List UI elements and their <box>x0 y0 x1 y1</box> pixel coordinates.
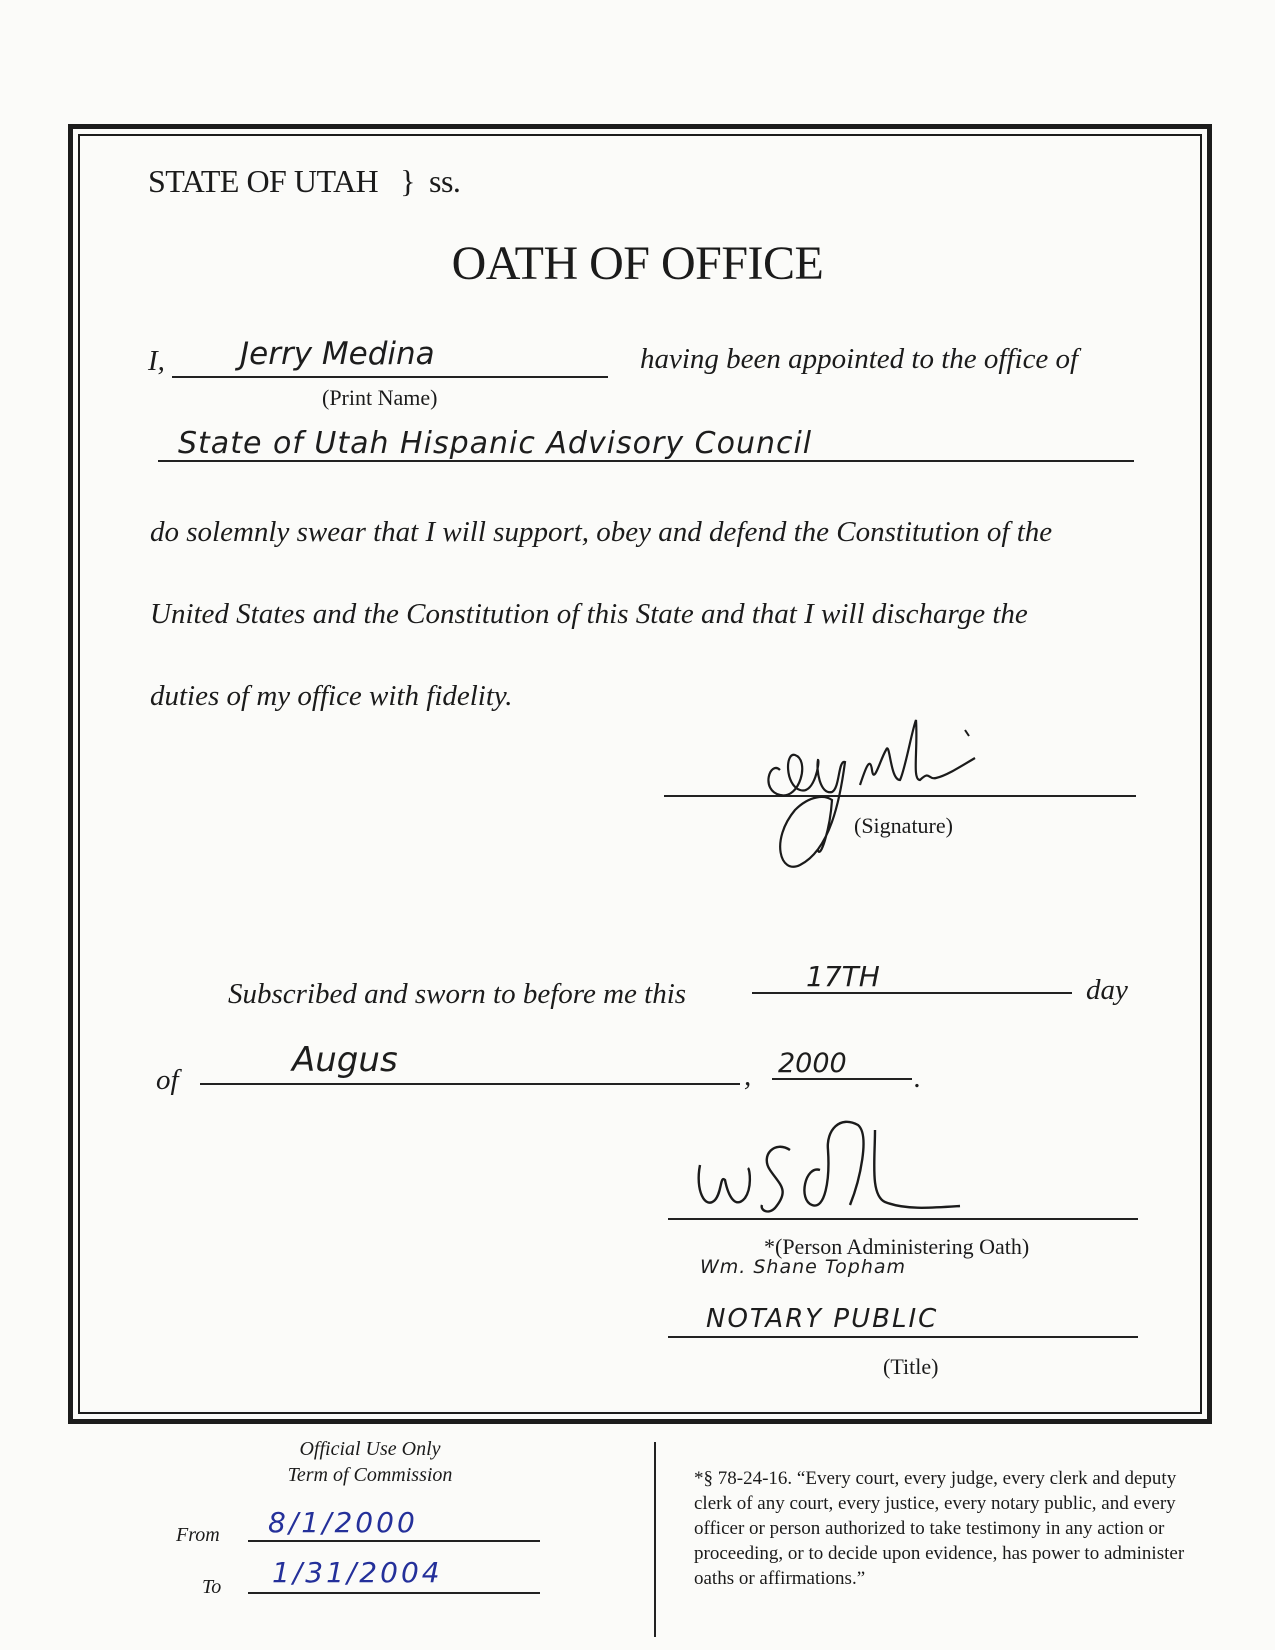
oath-line-2: United States and the Constitution of this State and that I will discharge the <box>150 598 1028 630</box>
title-label: (Title) <box>883 1354 939 1379</box>
of-label: of <box>156 1064 179 1096</box>
to-date-handwritten: 1/31/2004 <box>272 1556 443 1589</box>
administrator-printed-name: Wm. Shane Topham <box>700 1256 907 1278</box>
appointed-text: having been appointed to the office of <box>640 343 1079 375</box>
day-label: day <box>1086 974 1128 1006</box>
oath-line-3: duties of my office with fidelity. <box>150 680 513 712</box>
month-line <box>200 1083 740 1085</box>
term-of-commission-line: Term of Commission <box>287 1464 453 1486</box>
ss-label: ss. <box>429 163 461 199</box>
oath-line-1: do solemnly swear that I will support, obey and defend the Constitution of the <box>150 516 1053 548</box>
state-name: STATE OF UTAH <box>148 163 379 199</box>
year-handwritten: 2000 <box>778 1048 847 1079</box>
printed-name-handwritten: Jerry Medina <box>240 336 435 372</box>
from-label: From <box>176 1524 220 1546</box>
inner-border <box>78 134 1202 1414</box>
from-line <box>248 1540 540 1542</box>
state-heading <box>148 163 460 200</box>
title-line <box>668 1336 1138 1338</box>
official-use-line: Official Use Only <box>299 1438 441 1460</box>
office-handwritten: State of Utah Hispanic Advisory Council <box>178 426 813 461</box>
applicant-signature <box>740 700 1000 880</box>
print-name-label: (Print Name) <box>322 385 438 410</box>
i-prefix: I, <box>148 345 165 377</box>
to-label: To <box>202 1576 222 1598</box>
to-line <box>248 1592 540 1594</box>
signature-label: (Signature) <box>854 813 953 838</box>
title-handwritten: NOTARY PUBLIC <box>706 1304 939 1334</box>
period: . <box>914 1062 922 1094</box>
day-handwritten: 17TH <box>806 960 880 993</box>
brace: } <box>400 163 416 199</box>
from-date-handwritten: 8/1/2000 <box>268 1506 418 1539</box>
comma: , <box>744 1060 752 1092</box>
month-handwritten: Augus <box>292 1040 398 1080</box>
day-line <box>752 992 1072 994</box>
sworn-text: Subscribed and sworn to before me this <box>228 978 687 1010</box>
administrator-label: *(Person Administering Oath) <box>764 1234 1030 1259</box>
bottom-divider <box>654 1442 656 1637</box>
administrator-signature <box>690 1110 970 1220</box>
official-use-heading <box>200 1436 540 1488</box>
page-title: OATH OF OFFICE <box>451 237 824 290</box>
name-line <box>172 376 608 378</box>
statute-note: *§ 78-24-16. “Every court, every judge, every clerk and deputy clerk of any court, every justice, every notary public, and every officer or person authorized to take testimony in any action or proceeding, or to decide upon evidence, has power to administer oaths or affirmations.” <box>694 1468 1185 1589</box>
